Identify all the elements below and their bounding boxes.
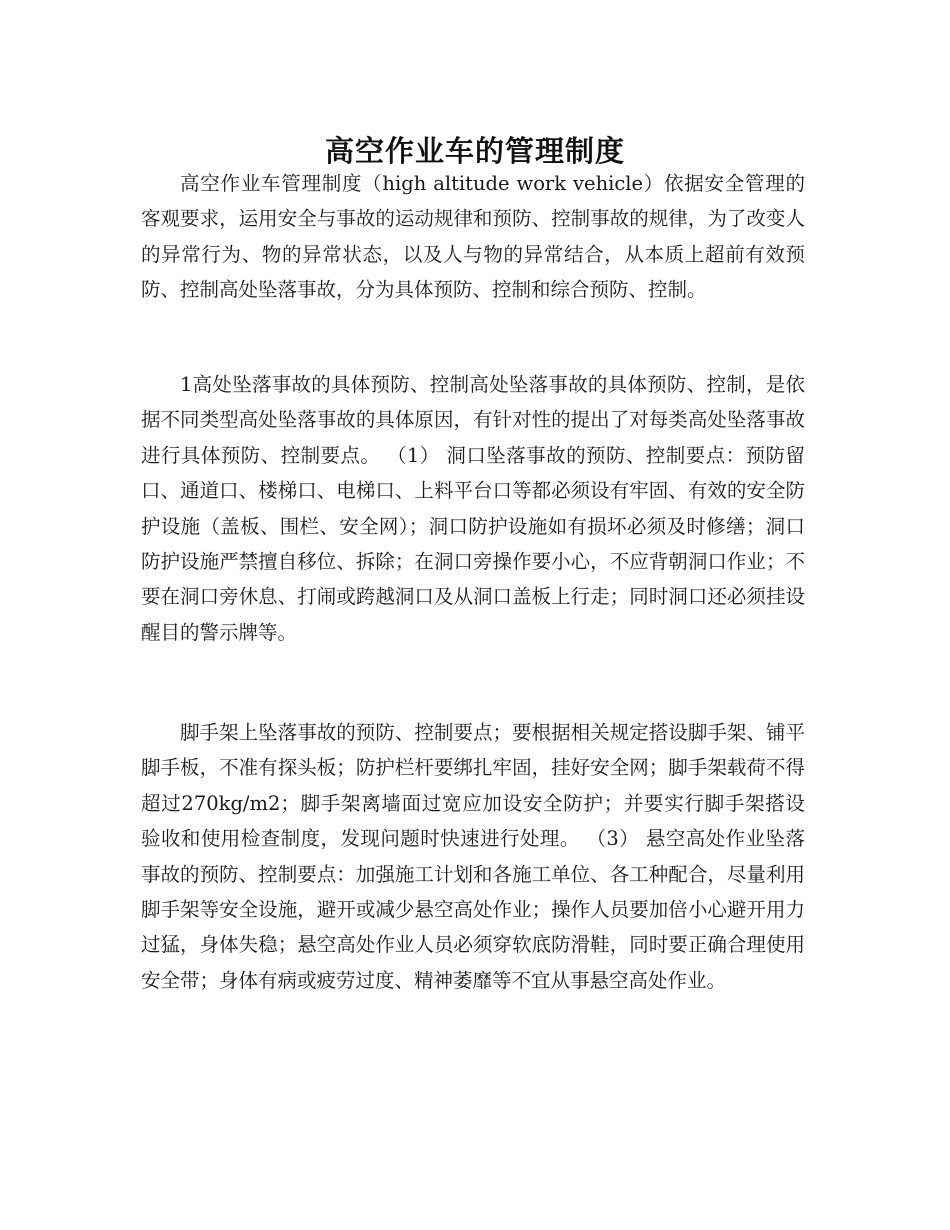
- paragraph-specific-prevention: 1高处坠落事故的具体预防、控制高处坠落事故的具体预防、控制，是依据不同类型高处坠落事故的具体原因，有针对性的提出了对每类高处坠落事故进行具体预防、控制要点。 （1） 洞口坠落事故的预防、控制要点：预防留口、通道口、楼梯口、电梯口、上料平台口等都必须设有牢固、有效的安全防护设施（盖板、围栏、安全网）；洞口防护设施如有损坏必须及时修缮；洞口防护设施严禁擅自移位、拆除；在洞口旁操作要小心，不应背朝洞口作业；不要在洞口旁休息、打闹或跨越洞口及从洞口盖板上行走；同时洞口还必须挂设醒目的警示牌等。: [141, 373, 805, 644]
- document-title: 高空作业车的管理制度: [324, 134, 625, 169]
- paragraph-scaffold-prevention: 脚手架上坠落事故的预防、控制要点；要根据相关规定搭设脚手架、铺平脚手板，不准有探头板；防护栏杆要绑扎牢固，挂好安全网；脚手架载荷不得超过270kg/m2；脚手架离墙面过宽应加设安全防护；并要实行脚手架搭设验收和使用检查制度，发现问题时快速进行处理。 （3） 悬空高处作业坠落事故的预防、控制要点：加强施工计划和各施工单位、各工种配合，尽量利用脚手架等安全设施，避开或减少悬空高处作业；操作人员要加倍小心避开用力过猛，身体失稳；悬空高处作业人员必须穿软底防滑鞋，同时要正确合理使用安全带；身体有病或疲劳过度、精神萎靡等不宜从事悬空高处作业。: [141, 721, 805, 992]
- paragraph-intro: 高空作业车管理制度（high altitude work vehicle）依据安全管理的客观要求，运用安全与事故的运动规律和预防、控制事故的规律，为了改变人的异常行为、物的异常状态，以及人与物的异常结合，从本质上超前有效预防、控制高处坠落事故，分为具体预防、控制和综合预防、控制。: [141, 172, 805, 302]
